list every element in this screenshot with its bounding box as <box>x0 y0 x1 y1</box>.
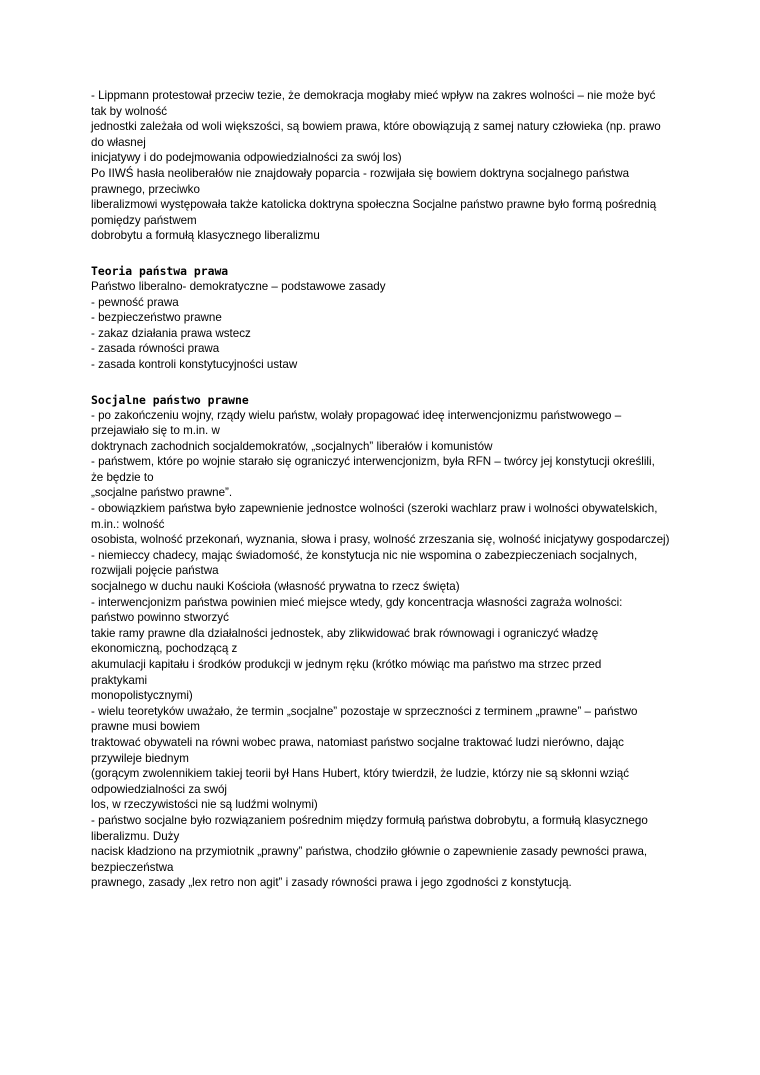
text-line: traktować obywateli na równi wobec prawa, natomiast państwo socjalne traktować ludzi nierówno, dając <box>91 735 624 749</box>
text-line: Po IIWŚ hasła neoliberałów nie znajdowały poparcia - rozwijała się bowiem doktryna socjalnego państwa <box>91 166 630 180</box>
text-line: monopolistycznymi) <box>91 689 193 703</box>
text-line: że będzie to <box>91 470 154 484</box>
text-line: m.in.: wolność <box>91 517 165 531</box>
section-social-state <box>91 392 671 891</box>
text-line: jednostki zależała od woli większości, są bowiem prawa, które obowiązują z samej natury człowieka (np. prawo <box>91 120 661 134</box>
text-line: dobrobytu a formułą klasycznego liberalizmu <box>91 229 320 243</box>
text-line: - po zakończeniu wojny, rządy wielu państw, wolały propagować ideę interwencjonizmu państwowego – <box>91 408 622 422</box>
text-line: socjalnego w duchu nauki Kościoła (własność prywatna to rzecz święta) <box>91 580 460 594</box>
document-page <box>91 88 671 891</box>
text-line: akumulacji kapitału i środków produkcji w jednym ręku (krótko mówiąc ma państwo ma strzec przed <box>91 658 602 671</box>
text-line: rozwijali pojęcie państwa <box>91 564 219 578</box>
text-line: doktrynach zachodnich socjaldemokratów, „socjalnych” liberałów i komunistów <box>91 439 493 453</box>
text-line: osobista, wolność przekonań, wyznania, słowa i prasy, wolność zrzeszania się, wolność inicjatywy gospodarczej) <box>91 533 670 547</box>
text-line: - interwencjonizm państwa powinien mieć miejsce wtedy, gdy koncentracja własności zagraża wolności: <box>91 595 623 609</box>
list-item: - pewność prawa <box>91 295 179 309</box>
list-item: - zakaz działania prawa wstecz <box>91 326 251 340</box>
text-line: - niemieccy chadecy, mając świadomość, że konstytucja nic nie wspomina o zabezpieczeniach socjalnych, <box>91 548 638 562</box>
text-line: do własnej <box>91 135 146 149</box>
section-spacer <box>91 244 671 263</box>
text-line: odpowiedzialności za swój <box>91 782 227 796</box>
text-line: przywileje biednym <box>91 751 189 765</box>
text-line: takie ramy prawne dla działalności jednostek, aby zlikwidować brak równowagi i ograniczyć władzę <box>91 626 599 640</box>
text-line: Państwo liberalno- demokratyczne – podstawowe zasady <box>91 279 386 293</box>
text-line: - Lippmann protestował przeciw tezie, że demokracja mogłaby mieć wpływ na zakres wolności – nie może być <box>91 89 656 102</box>
text-line: tak by wolność <box>91 104 168 118</box>
text-line: (gorącym zwolennikiem takiej teorii był Hans Hubert, który twierdził, że ludzie, którzy nie są skłonni wziąć <box>91 767 630 781</box>
text-line: prawnego, przeciwko <box>91 182 200 196</box>
text-line: bezpieczeństwa <box>91 860 174 874</box>
section-spacer <box>91 373 671 392</box>
text-line: inicjatywy i do podejmowania odpowiedzialności za swój los) <box>91 151 402 165</box>
section-rule-of-law <box>91 263 671 373</box>
text-line: - państwem, które po wojnie starało się ograniczyć interwencjonizm, była RFN – twórcy jej konstytucji określili, <box>91 455 655 469</box>
text-line: praktykami <box>91 673 148 687</box>
list-item: - zasada równości prawa <box>91 342 220 356</box>
text-line: nacisk kładziono na przymiotnik „prawny” państwa, chodziło głównie o zapewnienie zasady pewności prawa, <box>91 845 648 859</box>
text-line: państwo powinno stworzyć <box>91 611 229 625</box>
text-line: los, w rzeczywistości nie są ludźmi wolnymi) <box>91 798 318 812</box>
section-heading: Teoria państwa prawa <box>91 263 229 278</box>
text-line: pomiędzy państwem <box>91 213 197 227</box>
text-line: - państwo socjalne było rozwiązaniem pośrednim między formułą państwa dobrobytu, a formułą klasycznego <box>91 813 648 827</box>
intro-paragraph <box>91 88 671 244</box>
text-line: - wielu teoretyków uważało, że termin „socjalne” pozostaje w sprzeczności z terminem „prawne” – państwo <box>91 704 638 718</box>
text-line: liberalizmu. Duży <box>91 829 180 843</box>
text-line: prawne musi bowiem <box>91 720 200 734</box>
text-line: prawnego, zasady „lex retro non agit” i zasady równości prawa i jego zgodności z konstytucją. <box>91 876 572 890</box>
text-line: - obowiązkiem państwa było zapewnienie jednostce wolności (szeroki wachlarz praw i wolności obywatelskich, <box>91 502 658 516</box>
list-item: - zasada kontroli konstytucyjności ustaw <box>91 357 298 371</box>
text-line: „socjalne państwo prawne”. <box>91 486 233 500</box>
text-line: przejawiało się to m.in. w <box>91 424 220 438</box>
text-line: ekonomiczną, pochodzącą z <box>91 642 238 656</box>
text-line: liberalizmowi występowała także katolicka doktryna społeczna Socjalne państwo prawne było formą pośrednią <box>91 198 657 212</box>
list-item: - bezpieczeństwo prawne <box>91 311 222 325</box>
section-heading: Socjalne państwo prawne <box>91 392 249 407</box>
